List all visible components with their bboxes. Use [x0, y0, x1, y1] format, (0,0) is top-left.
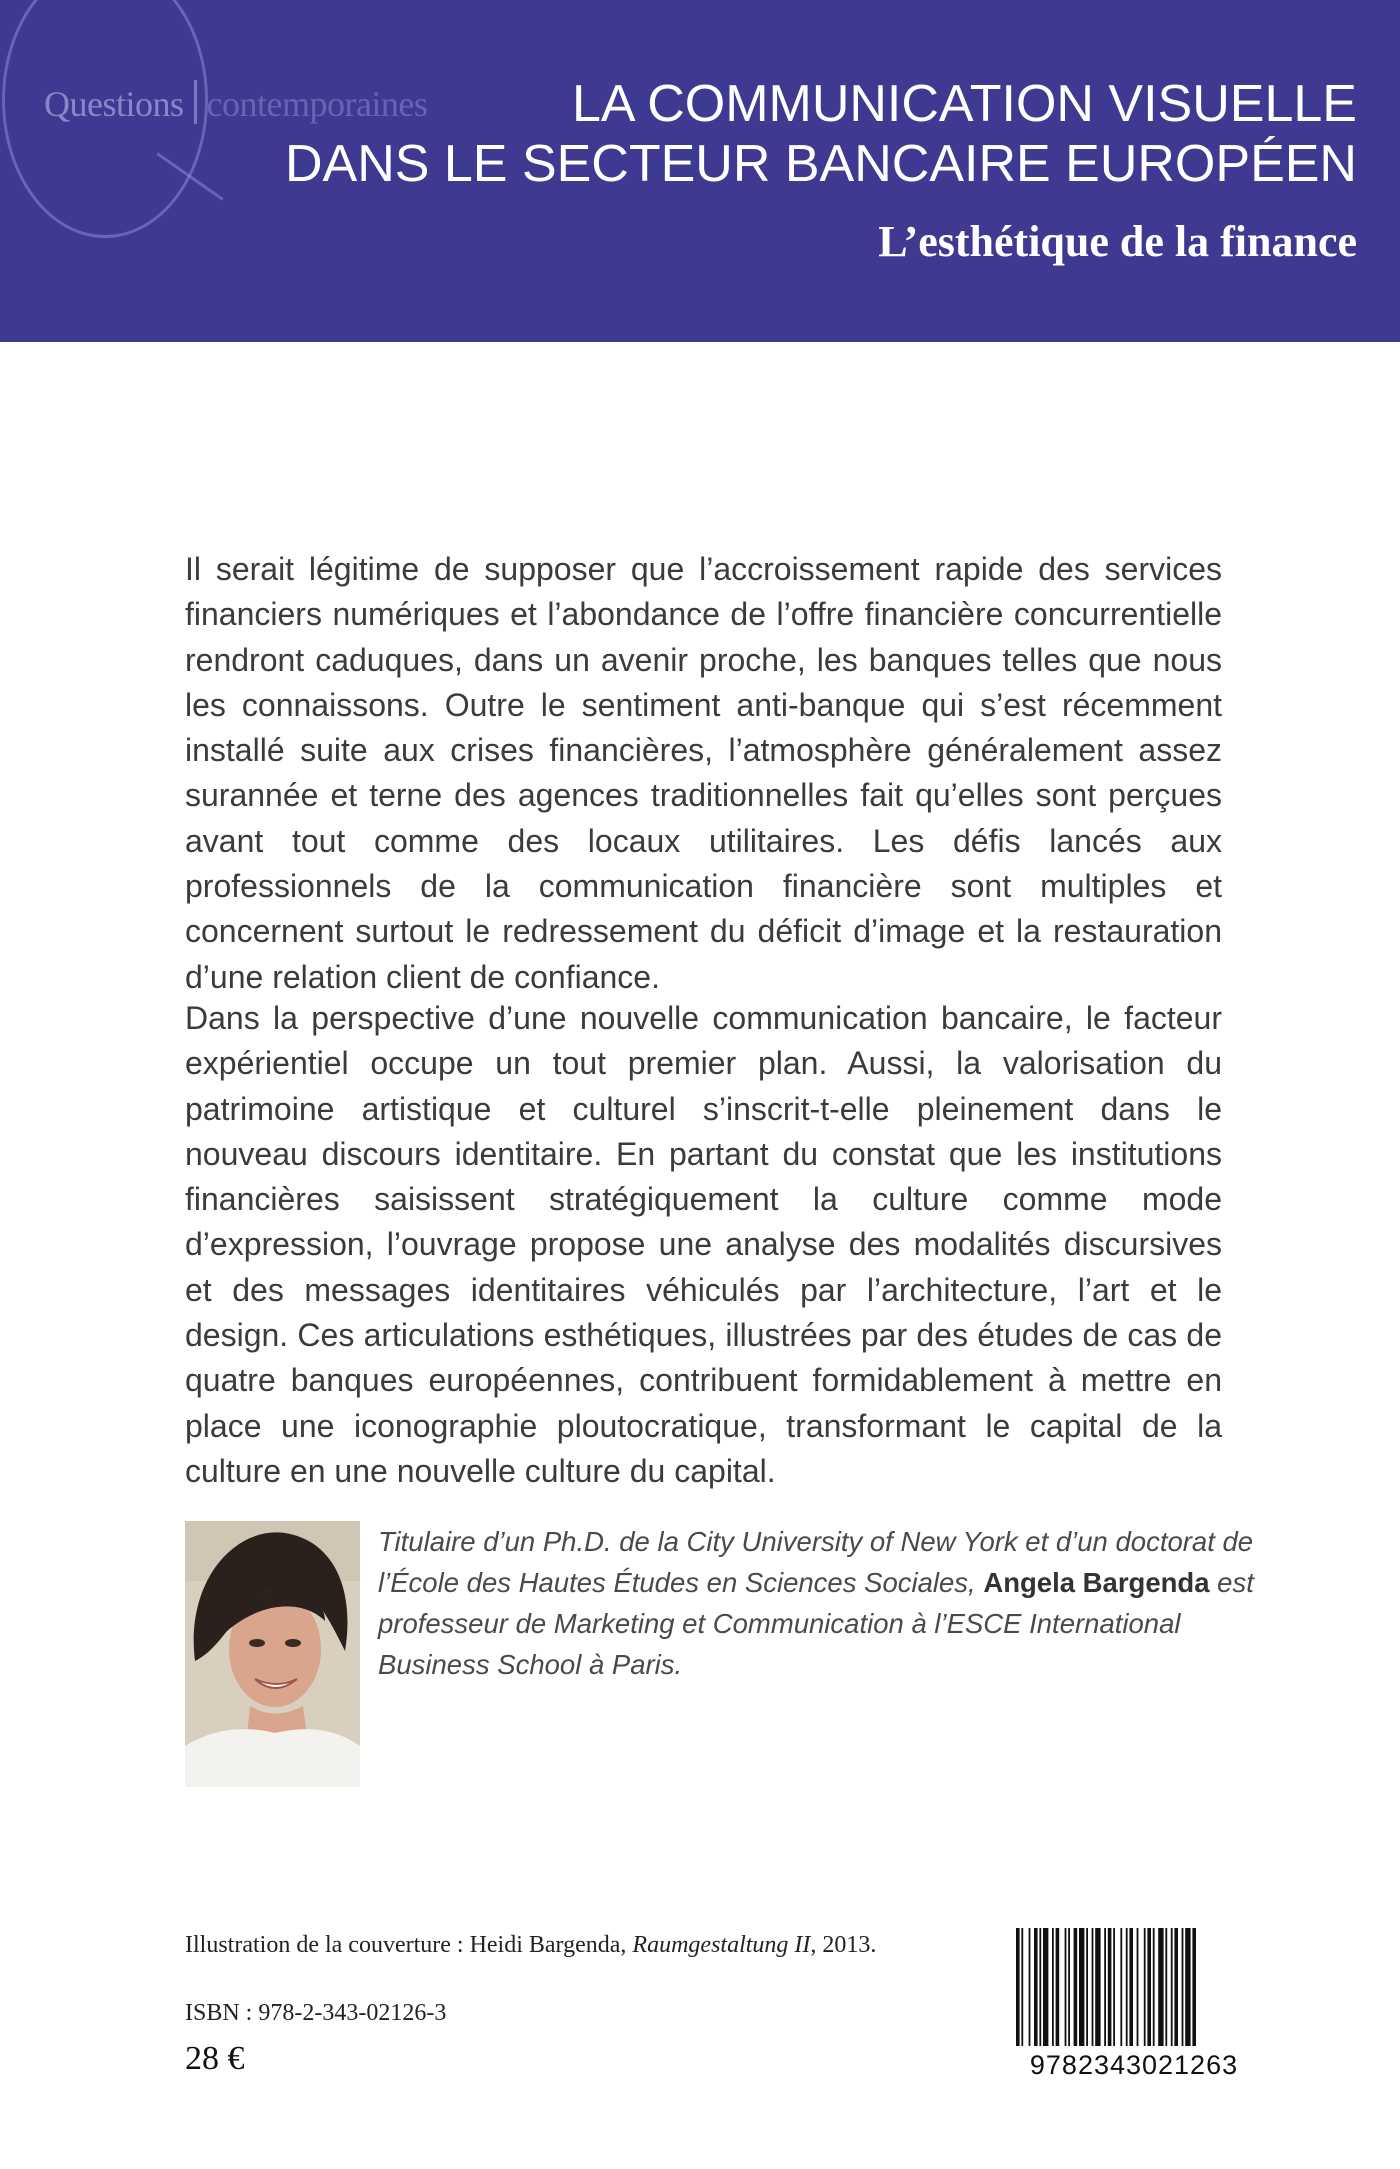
barcode-bar	[1137, 1928, 1139, 2046]
price: 28 €	[185, 2040, 245, 2077]
cover-banner	[0, 0, 1400, 342]
barcode-bar	[1129, 1928, 1133, 2046]
book-subtitle: L’esthétique de la finance	[878, 217, 1357, 266]
barcode-bar	[1074, 1928, 1078, 2046]
barcode-bar	[1158, 1928, 1163, 2046]
barcode-bar	[1021, 1928, 1023, 2046]
barcode-bar	[1144, 1928, 1146, 2046]
credit-work-title: Raumgestaltung II	[632, 1932, 811, 1958]
barcode-bar	[1153, 1928, 1155, 2046]
blurb-paragraph-2: Dans la perspective d’une nouvelle communication bancaire, le facteur expérientiel occupe un tout premier plan. Aussi, la valorisation du patrimoine artistique et culturel s’inscrit-t-elle pleinement dans le nouveau discours identitaire. En partant du constat que les institutions financières saisissent stratégiquement la culture comme mode d’expression, l’ouvrage propose une analyse des modalités discursives et des messages identitaires véhiculés par l’architecture, l’art et le design. Ces articulations esthétiques, illustrées par des études de cas de quatre banques européennes, contribuent formidablement à mettre en place une iconographie ploutocratique, transformant le capital de la culture en une nouvelle culture du capital.	[185, 1000, 1222, 1489]
author-bio-position: est professeur de Marketing et Communication à l’ESCE International Business School à Paris.	[378, 1567, 1254, 1680]
barcode-bar	[1034, 1928, 1038, 2046]
barcode-bar	[1016, 1928, 1020, 2046]
barcode-bar	[1113, 1928, 1115, 2046]
blurb-paragraph-1: Il serait légitime de supposer que l’accroissement rapide des services financiers numériques et l’abondance de l’offre financière concurrentielle rendront caduques, dans un avenir proche, les banques telles que nous les connaissons. Outre le sentiment anti-banque qui s’est récemment installé suite aux crises financières, l’atmosphère généralement assez surannée et terne des agences traditionnelles fait qu’elles sont perçues avant tout comme des locaux utilitaires. Les défis lancés aux professionnels de la communication financière sont multiples et concernent surtout le redressement du déficit d’image et la restauration d’une relation client de confiance.	[185, 551, 1222, 995]
cover-illustration-credit	[185, 1932, 876, 1959]
barcode-bar	[1192, 1928, 1196, 2046]
book-title-line2: DANS LE SECTEUR BANCAIRE EUROPÉEN	[284, 135, 1357, 193]
series-word-contemporaines: contemporaines	[206, 84, 428, 124]
barcode-bar	[1086, 1928, 1088, 2046]
barcode-bar	[1185, 1928, 1190, 2046]
barcode-bar	[1079, 1928, 1084, 2046]
book-title-line1: LA COMMUNICATION VISUELLE	[572, 75, 1357, 133]
barcode-bar	[1108, 1928, 1112, 2046]
barcode-bar	[1174, 1928, 1178, 2046]
author-bio-intro: Titulaire d’un Ph.D. de la City University of New York et d’un doctorat de l’École des Hautes Études en Sciences Sociales,	[378, 1526, 1254, 1598]
barcode-bar	[1126, 1928, 1128, 2046]
author-name: Angela Bargenda	[983, 1567, 1210, 1598]
barcode-bar	[1056, 1928, 1060, 2046]
barcode-bar	[1052, 1928, 1054, 2046]
barcode-bar	[1165, 1928, 1167, 2046]
book-title	[285, 74, 1357, 194]
barcode-bar	[1171, 1928, 1173, 2046]
author-photo	[185, 1521, 360, 1787]
barcode-bar	[1182, 1928, 1184, 2046]
barcode-bar	[1120, 1928, 1122, 2046]
barcode-bar	[1068, 1928, 1070, 2046]
barcode-bar	[1104, 1928, 1106, 2046]
series-word-questions: Questions	[44, 84, 184, 124]
barcode-bar	[1065, 1928, 1067, 2046]
barcode-digits: 9782343021263	[1029, 2050, 1239, 2080]
barcode-bar	[1029, 1928, 1031, 2046]
author-bio	[378, 1521, 1263, 1685]
series-divider	[194, 80, 197, 124]
credit-suffix: , 2013.	[810, 1932, 877, 1958]
barcode-bar	[1043, 1928, 1048, 2046]
barcode-bar	[1095, 1928, 1100, 2046]
credit-prefix: Illustration de la couverture : Heidi Bargenda,	[185, 1932, 633, 1958]
barcode-bar	[1147, 1928, 1151, 2046]
isbn: ISBN : 978-2-343-02126-3	[185, 2000, 447, 2026]
barcode-bar	[1092, 1928, 1094, 2046]
barcode-bar	[1039, 1928, 1041, 2046]
